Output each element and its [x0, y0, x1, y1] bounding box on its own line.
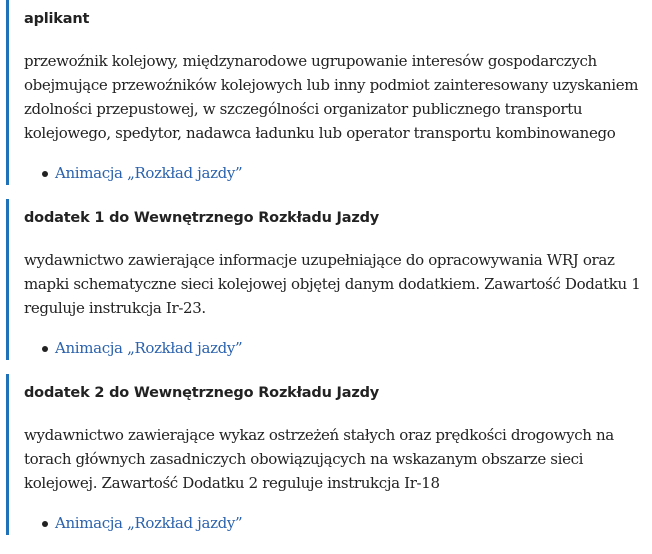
animation-link[interactable]: Animacja „Rozkład jazdy” — [55, 514, 243, 532]
bullet-icon — [42, 171, 48, 177]
entry-definition: przewoźnik kolejowy, międzynarodowe ugrupowanie interesów gospodarczych obejmujące przewoźników kolejowych lub inny podmiot zainteresowany uzyskaniem zdolności przepustowej, w szczególności organizator publicznego transportu kolejowego, spedytor, nadawca ładunku lub operator transportu kombinowanego — [24, 52, 639, 142]
related-link-item — [40, 336, 646, 360]
related-link-item — [40, 511, 646, 535]
glossary-entry-aplikant — [6, 0, 646, 185]
related-links — [24, 161, 646, 185]
entry-term: aplikant — [24, 11, 90, 27]
glossary-entry-dodatek-2 — [6, 374, 646, 535]
bullet-icon — [42, 346, 48, 352]
related-links — [24, 511, 646, 535]
glossary-list — [6, 0, 646, 549]
entry-definition: wydawnictwo zawierające wykaz ostrzeżeń stałych oraz prędkości drogowych na torach głównych zasadniczych obowiązujących na wskazanym obszarze sieci kolejowej. Zawartość Dodatku 2 reguluje instrukcja Ir-18 — [24, 426, 614, 492]
entry-definition: wydawnictwo zawierające informacje uzupełniające do opracowywania WRJ oraz mapki schematyczne sieci kolejowej objętej danym dodatkiem. Zawartość Dodatku 1 reguluje instrukcja Ir-23. — [24, 251, 641, 317]
glossary-entry-dodatek-1 — [6, 199, 646, 360]
bullet-icon — [42, 521, 48, 527]
entry-term: dodatek 2 do Wewnętrznego Rozkładu Jazdy — [24, 385, 379, 401]
related-links — [24, 336, 646, 360]
entry-term: dodatek 1 do Wewnętrznego Rozkładu Jazdy — [24, 210, 379, 226]
animation-link[interactable]: Animacja „Rozkład jazdy” — [55, 339, 243, 357]
animation-link[interactable]: Animacja „Rozkład jazdy” — [55, 164, 243, 182]
related-link-item — [40, 161, 646, 185]
